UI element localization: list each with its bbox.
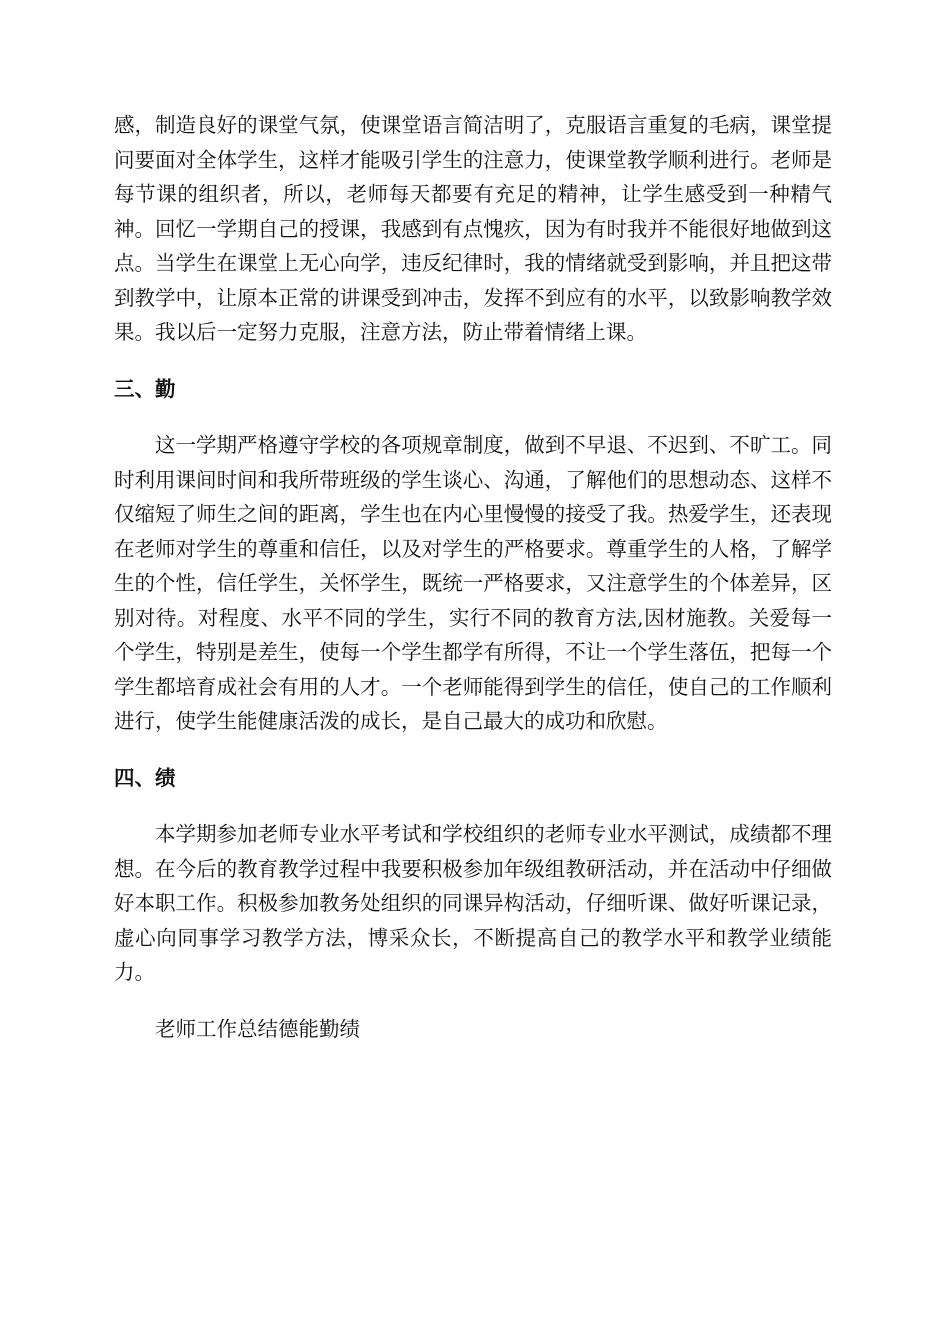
document-body [114, 108, 832, 1046]
section-heading-achievement: 四、绩 [114, 765, 176, 790]
closing-title-line: 老师工作总结德能勤绩 [155, 1016, 360, 1041]
section-heading-diligence: 三、勤 [114, 376, 176, 401]
paragraph-diligence: 这一学期严格遵守学校的各项规章制度，做到不早退、不迟到、不旷工。同时利用课间时间和我所带班级的学生谈心、沟通，了解他们的思想动态、这样不仅缩短了师生之间的距离，学生也在内心里慢慢的接受了我。热爱学生，还表现在老师对学生的尊重和信任，以及对学生的严格要求。尊重学生的人格，了解学生的个性，信任学生，关怀学生，既统一严格要求，又注意学生的个体差异，区别对待。对程度、水平不同的学生，实行不同的教育方法,因材施教。关爱每一个学生，特别是差生，使每一个学生都学有所得，不让一个学生落伍，把每一个学生都培育成社会有用的人才。一个老师能得到学生的信任，使自己的工作顺利进行，使学生能健康活泼的成长，是自己最大的成功和欣慰。 [114, 433, 832, 733]
paragraph-continued: 感，制造良好的课堂气氛，使课堂语言简洁明了，克服语言重复的毛病，课堂提问要面对全体学生，这样才能吸引学生的注意力，使课堂教学顺利进行。老师是每节课的组织者，所以，老师每天都要有充足的精神，让学生感受到一种精气神。回忆一学期自己的授课，我感到有点愧疚，因为有时我并不能很好地做到这点。当学生在课堂上无心向学，违反纪律时，我的情绪就受到影响，并且把这带到教学中，让原本正常的讲课受到冲击，发挥不到应有的水平，以致影响教学效果。我以后一定努力克服，注意方法，防止带着情绪上课。 [114, 113, 832, 344]
paragraph-achievement: 本学期参加老师专业水平考试和学校组织的老师专业水平测试，成绩都不理想。在今后的教育教学过程中我要积极参加年级组教研活动，并在活动中仔细做好本职工作。积极参加教务处组织的同课异构活动，仔细听课、做好听课记录，虚心向同事学习教学方法，博采众长，不断提高自己的教学水平和教学业绩能力。 [114, 822, 832, 984]
